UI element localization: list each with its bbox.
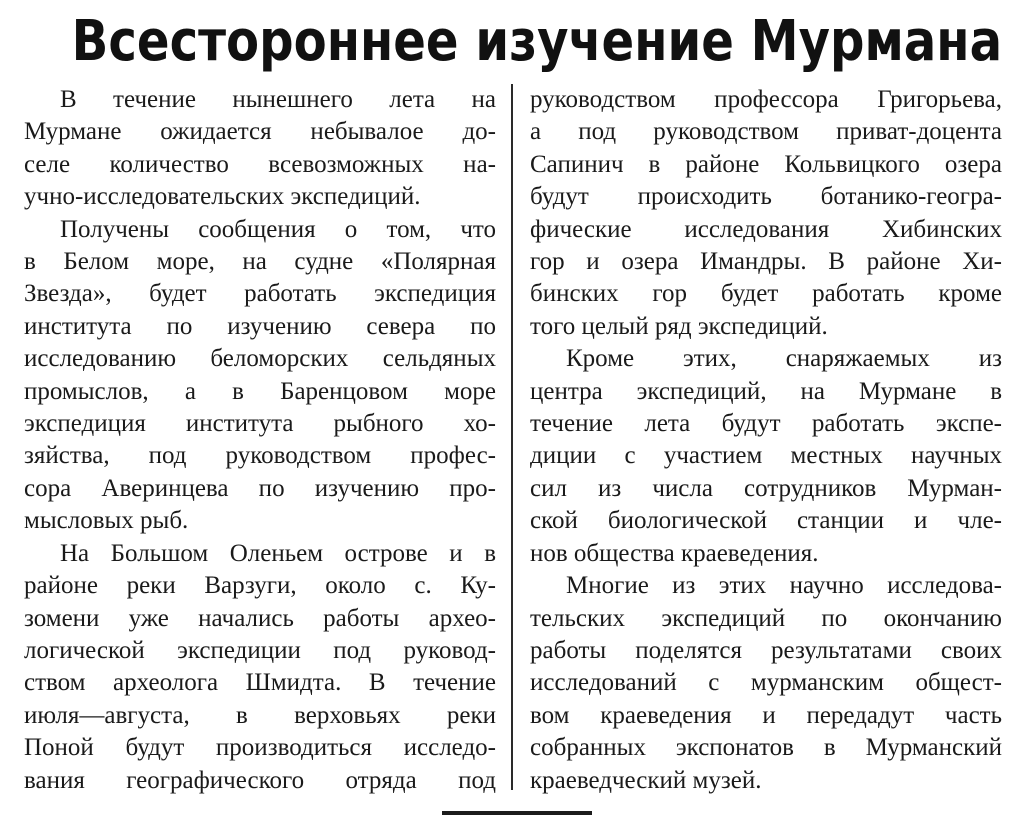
text-line: гор и озера Имандры. В районе Хи-: [530, 248, 1002, 276]
text-line: тельских экспедиций по окончанию: [530, 604, 1002, 632]
paragraph: [530, 570, 1002, 797]
text-line: фические исследования Хибинских: [530, 215, 1002, 243]
text-line: диции с участием местных научных: [530, 442, 1002, 470]
text-line: сора Аверинцева по изучению про-: [24, 474, 496, 502]
text-line: зомени уже начались работы архео-: [24, 604, 496, 632]
text-line: сил из числа сотрудников Мурман-: [530, 474, 1002, 502]
text-line: селе количество всевозможных на-: [24, 150, 496, 178]
text-line: учно-исследовательских экспедиций.: [24, 183, 421, 211]
text-line: Мурмане ожидается небывалое до-: [24, 118, 496, 146]
text-line: ством археолога Шмидта. В течение: [24, 669, 496, 697]
text-line: Кроме этих, снаряжаемых из: [566, 345, 1002, 373]
text-line: логической экспедиции под руковод-: [24, 636, 496, 664]
text-line: нов общества краеведения.: [530, 539, 819, 567]
paragraph: [24, 214, 496, 538]
text-line: центра экспедиций, на Мурмане в: [530, 377, 1002, 405]
paragraph: [24, 538, 496, 797]
text-line: работы поделятся результатами своих: [530, 636, 1002, 664]
text-line: вания географического отряда под: [24, 766, 496, 794]
text-line: В течение нынешнего лета на: [60, 86, 496, 113]
text-line: будут происходить ботанико-геогра-: [530, 183, 1002, 211]
text-line: промыслов, а в Баренцовом море: [24, 377, 496, 405]
text-line: исследований с мурманским общест-: [530, 669, 1002, 697]
text-line: июля—августа, в верховьях реки: [24, 701, 496, 729]
paragraph: [24, 84, 496, 214]
left-column: [24, 84, 496, 797]
text-line: зяйства, под руководством профес-: [24, 442, 496, 470]
end-of-article-rule: [442, 811, 592, 815]
text-line: руководством профессора Григорьева,: [530, 86, 1002, 113]
text-line: исследованию беломорских сельдяных: [24, 345, 496, 373]
column-divider: [511, 84, 513, 790]
text-line: Поной будут производиться исследо-: [24, 734, 496, 762]
text-line: Многие из этих научно исследова-: [566, 572, 1002, 600]
text-line: Сапинич в районе Кольвицкого озера: [530, 150, 1002, 178]
text-line: того целый ряд экспедиций.: [530, 312, 828, 340]
text-line: На Большом Оленьем острове и в: [60, 539, 496, 567]
text-line: а под руководством приват-доцента: [530, 118, 1002, 146]
right-column: [530, 84, 1002, 797]
text-line: краеведческий музей.: [530, 766, 762, 794]
text-line: бинских гор будет работать кроме: [530, 280, 1002, 308]
text-line: мысловых рыб.: [24, 507, 189, 535]
paragraph: [530, 84, 1002, 343]
text-line: Получены сообщения о том, что: [60, 215, 496, 243]
text-line: Звезда», будет работать экспедиция: [24, 280, 496, 308]
text-line: экспедиция института рыбного хо-: [24, 410, 496, 438]
article-headline: Всестороннее изучение Мурмана: [71, 9, 1003, 74]
text-line: института по изучению севера по: [24, 312, 496, 340]
paragraph: [530, 343, 1002, 570]
text-line: течение лета будут работать экспе-: [530, 410, 1002, 438]
text-line: ской биологической станции и чле-: [530, 507, 1002, 535]
text-line: районе реки Варзуги, около с. Ку-: [24, 572, 496, 600]
text-line: в Белом море, на судне «Полярная: [24, 248, 496, 276]
text-line: вом краеведения и передадут часть: [530, 701, 1002, 729]
text-line: собранных экспонатов в Мурманский: [530, 734, 1002, 762]
